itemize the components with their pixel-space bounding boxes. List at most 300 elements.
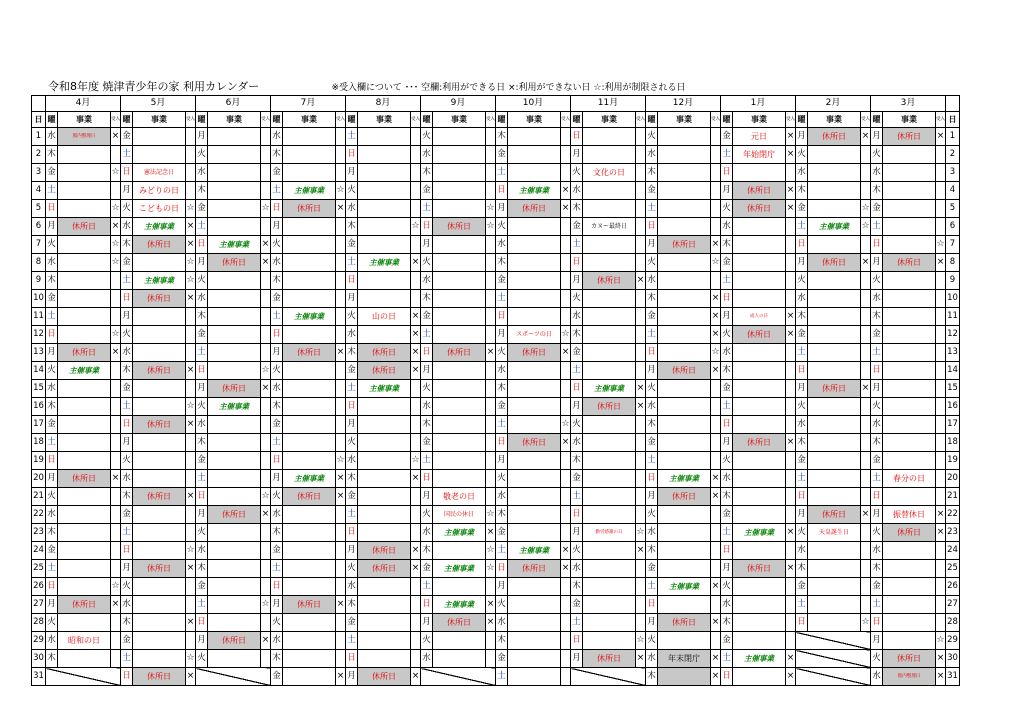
acceptance-cell bbox=[261, 128, 271, 146]
event-cell: 主催事業 bbox=[658, 578, 711, 596]
weekday-cell: 日 bbox=[496, 434, 508, 452]
weekday-cell: 日 bbox=[346, 398, 358, 416]
day-number: 13 bbox=[946, 344, 960, 362]
day-number: 23 bbox=[946, 524, 960, 542]
weekday-cell: 火 bbox=[571, 164, 583, 182]
acceptance-cell bbox=[561, 668, 571, 686]
weekday-cell: 火 bbox=[721, 326, 733, 344]
weekday-cell: 木 bbox=[271, 650, 283, 668]
acceptance-cell bbox=[936, 182, 946, 200]
event-cell bbox=[508, 128, 561, 146]
event-cell bbox=[583, 506, 636, 524]
month-header: 7月 bbox=[271, 96, 346, 112]
acceptance-cell: ☆ bbox=[336, 182, 346, 200]
weekday-cell: 水 bbox=[196, 542, 208, 560]
weekday-cell: 日 bbox=[271, 578, 283, 596]
event-cell bbox=[133, 578, 186, 596]
acceptance-cell: ☆ bbox=[186, 542, 196, 560]
event-cell bbox=[58, 236, 111, 254]
acceptance-cell bbox=[711, 146, 721, 164]
acceptance-cell bbox=[936, 542, 946, 560]
acceptance-cell bbox=[561, 488, 571, 506]
weekday-cell: 金 bbox=[496, 524, 508, 542]
weekday-cell: 木 bbox=[721, 614, 733, 632]
weekday-cell: 土 bbox=[496, 290, 508, 308]
acceptance-cell: × bbox=[636, 380, 646, 398]
acceptance-cell bbox=[336, 560, 346, 578]
acceptance-cell bbox=[936, 290, 946, 308]
acceptance-cell bbox=[936, 416, 946, 434]
event-cell bbox=[658, 632, 711, 650]
acceptance-cell bbox=[111, 146, 121, 164]
acceptance-column-heading: 受入 bbox=[711, 112, 721, 128]
weekday-cell: 土 bbox=[46, 560, 58, 578]
weekday-cell: 火 bbox=[421, 506, 433, 524]
acceptance-cell: ☆ bbox=[486, 218, 496, 236]
acceptance-cell: × bbox=[111, 128, 121, 146]
acceptance-cell bbox=[486, 362, 496, 380]
event-cell: 休所日 bbox=[133, 488, 186, 506]
weekday-cell: 土 bbox=[196, 596, 208, 614]
event-cell bbox=[58, 506, 111, 524]
acceptance-cell: ☆ bbox=[186, 650, 196, 668]
acceptance-cell: × bbox=[711, 236, 721, 254]
event-cell bbox=[433, 146, 486, 164]
day-row bbox=[32, 416, 960, 434]
day-row bbox=[32, 380, 960, 398]
day-number: 24 bbox=[946, 542, 960, 560]
acceptance-cell bbox=[561, 380, 571, 398]
acceptance-cell bbox=[186, 308, 196, 326]
weekday-cell: 水 bbox=[271, 128, 283, 146]
event-cell bbox=[133, 524, 186, 542]
day-number: 19 bbox=[32, 452, 46, 470]
weekday-cell: 日 bbox=[796, 488, 808, 506]
weekday-cell: 水 bbox=[646, 398, 658, 416]
acceptance-cell bbox=[186, 164, 196, 182]
acceptance-cell bbox=[711, 182, 721, 200]
day-row bbox=[32, 200, 960, 218]
weekday-cell: 月 bbox=[796, 254, 808, 272]
weekday-cell: 月 bbox=[121, 434, 133, 452]
event-cell bbox=[883, 182, 936, 200]
weekday-cell: 木 bbox=[46, 272, 58, 290]
acceptance-cell bbox=[411, 524, 421, 542]
acceptance-cell bbox=[411, 632, 421, 650]
acceptance-cell bbox=[336, 542, 346, 560]
event-cell bbox=[583, 416, 636, 434]
event-cell: 休所日 bbox=[133, 290, 186, 308]
acceptance-cell bbox=[561, 218, 571, 236]
acceptance-cell bbox=[636, 254, 646, 272]
weekday-cell: 金 bbox=[421, 560, 433, 578]
acceptance-cell bbox=[486, 236, 496, 254]
event-cell: 休所日 bbox=[808, 506, 861, 524]
event-cell bbox=[658, 452, 711, 470]
event-cell bbox=[883, 614, 936, 632]
event-cell bbox=[58, 290, 111, 308]
weekday-cell: 木 bbox=[721, 236, 733, 254]
event-cell bbox=[283, 398, 336, 416]
weekday-cell: 水 bbox=[121, 344, 133, 362]
weekday-cell: 金 bbox=[496, 650, 508, 668]
day-number: 16 bbox=[32, 398, 46, 416]
event-cell bbox=[58, 542, 111, 560]
acceptance-cell bbox=[786, 380, 796, 398]
acceptance-column-heading: 受入 bbox=[786, 112, 796, 128]
event-cell: 休所日 bbox=[283, 344, 336, 362]
weekday-cell: 木 bbox=[646, 668, 658, 686]
event-cell bbox=[733, 362, 786, 380]
weekday-cell: 土 bbox=[871, 470, 883, 488]
weekday-cell: 木 bbox=[121, 488, 133, 506]
acceptance-cell bbox=[636, 290, 646, 308]
event-cell: 主催事業 bbox=[208, 236, 261, 254]
event-cell bbox=[883, 290, 936, 308]
acceptance-cell bbox=[486, 416, 496, 434]
event-cell bbox=[58, 398, 111, 416]
weekday-cell: 木 bbox=[721, 488, 733, 506]
event-cell bbox=[583, 362, 636, 380]
event-cell: スポーツの日 bbox=[508, 326, 561, 344]
event-cell: 主催事業 bbox=[508, 182, 561, 200]
acceptance-cell bbox=[186, 470, 196, 488]
weekday-cell: 木 bbox=[646, 542, 658, 560]
weekday-cell: 金 bbox=[571, 596, 583, 614]
acceptance-cell: × bbox=[486, 344, 496, 362]
acceptance-cell: × bbox=[186, 416, 196, 434]
event-cell bbox=[58, 182, 111, 200]
event-cell bbox=[358, 650, 411, 668]
weekday-cell: 火 bbox=[421, 254, 433, 272]
event-cell bbox=[808, 182, 861, 200]
event-cell bbox=[58, 254, 111, 272]
acceptance-cell bbox=[861, 344, 871, 362]
event-cell bbox=[883, 452, 936, 470]
event-cell bbox=[133, 506, 186, 524]
event-cell bbox=[733, 506, 786, 524]
event-column-heading: 事業 bbox=[208, 112, 261, 128]
weekday-cell: 土 bbox=[571, 362, 583, 380]
event-cell: 元日 bbox=[733, 128, 786, 146]
acceptance-cell bbox=[786, 254, 796, 272]
event-cell: 休所日 bbox=[658, 362, 711, 380]
event-cell bbox=[733, 470, 786, 488]
weekday-cell: 日 bbox=[571, 254, 583, 272]
event-cell bbox=[883, 326, 936, 344]
weekday-cell: 月 bbox=[271, 344, 283, 362]
acceptance-cell: × bbox=[861, 254, 871, 272]
acceptance-cell: ☆ bbox=[111, 200, 121, 218]
weekday-cell: 火 bbox=[496, 218, 508, 236]
event-cell bbox=[433, 164, 486, 182]
month-header: 8月 bbox=[346, 96, 421, 112]
acceptance-cell bbox=[936, 362, 946, 380]
weekday-cell: 火 bbox=[496, 596, 508, 614]
acceptance-cell bbox=[486, 146, 496, 164]
acceptance-cell bbox=[111, 452, 121, 470]
event-cell bbox=[808, 146, 861, 164]
weekday-cell: 木 bbox=[796, 560, 808, 578]
acceptance-cell: ☆ bbox=[561, 416, 571, 434]
day-number: 12 bbox=[32, 326, 46, 344]
day-row bbox=[32, 668, 960, 686]
weekday-column-heading: 曜 bbox=[421, 112, 433, 128]
weekday-cell: 月 bbox=[721, 308, 733, 326]
acceptance-cell bbox=[261, 650, 271, 668]
day-row bbox=[32, 596, 960, 614]
acceptance-cell bbox=[636, 614, 646, 632]
weekday-cell: 木 bbox=[721, 362, 733, 380]
weekday-cell: 水 bbox=[796, 416, 808, 434]
weekday-cell: 土 bbox=[496, 542, 508, 560]
event-cell: 主催事業 bbox=[283, 470, 336, 488]
acceptance-cell: ☆ bbox=[411, 452, 421, 470]
month-header: 6月 bbox=[196, 96, 271, 112]
acceptance-cell bbox=[186, 434, 196, 452]
weekday-cell: 火 bbox=[496, 344, 508, 362]
acceptance-cell bbox=[411, 506, 421, 524]
weekday-cell: 土 bbox=[121, 650, 133, 668]
weekday-cell: 金 bbox=[496, 146, 508, 164]
event-cell: 昭和の日 bbox=[58, 632, 111, 650]
weekday-cell: 木 bbox=[346, 344, 358, 362]
weekday-cell: 金 bbox=[271, 668, 283, 686]
weekday-cell: 金 bbox=[271, 416, 283, 434]
day-row bbox=[32, 578, 960, 596]
day-number: 5 bbox=[32, 200, 46, 218]
event-cell bbox=[733, 380, 786, 398]
weekday-cell: 月 bbox=[121, 308, 133, 326]
weekday-cell: 土 bbox=[196, 218, 208, 236]
weekday-cell: 水 bbox=[646, 524, 658, 542]
event-cell bbox=[583, 236, 636, 254]
weekday-cell: 月 bbox=[721, 182, 733, 200]
weekday-cell: 木 bbox=[571, 200, 583, 218]
acceptance-cell: × bbox=[486, 524, 496, 542]
acceptance-cell bbox=[336, 614, 346, 632]
event-column-heading: 事業 bbox=[358, 112, 411, 128]
event-cell bbox=[508, 218, 561, 236]
day-number: 12 bbox=[946, 326, 960, 344]
acceptance-cell: ☆ bbox=[636, 632, 646, 650]
acceptance-cell: × bbox=[711, 614, 721, 632]
weekday-cell: 火 bbox=[796, 272, 808, 290]
weekday-cell: 日 bbox=[196, 488, 208, 506]
acceptance-cell bbox=[486, 272, 496, 290]
day-number: 14 bbox=[32, 362, 46, 380]
event-cell bbox=[658, 218, 711, 236]
event-cell bbox=[433, 308, 486, 326]
acceptance-cell bbox=[936, 344, 946, 362]
weekday-cell: 金 bbox=[196, 578, 208, 596]
unused-day-cell bbox=[421, 668, 496, 686]
acceptance-cell bbox=[561, 254, 571, 272]
acceptance-cell bbox=[336, 632, 346, 650]
event-cell: 休所日 bbox=[508, 200, 561, 218]
day-row bbox=[32, 452, 960, 470]
weekday-cell: 金 bbox=[721, 128, 733, 146]
event-cell bbox=[583, 200, 636, 218]
weekday-cell: 水 bbox=[496, 236, 508, 254]
weekday-cell: 火 bbox=[871, 398, 883, 416]
event-cell bbox=[433, 362, 486, 380]
acceptance-cell bbox=[636, 416, 646, 434]
event-cell bbox=[733, 398, 786, 416]
weekday-cell: 日 bbox=[346, 272, 358, 290]
acceptance-cell bbox=[861, 488, 871, 506]
event-cell bbox=[808, 236, 861, 254]
event-cell bbox=[658, 146, 711, 164]
weekday-cell: 水 bbox=[46, 380, 58, 398]
weekday-cell: 木 bbox=[196, 308, 208, 326]
event-cell bbox=[583, 488, 636, 506]
day-number: 8 bbox=[32, 254, 46, 272]
event-cell bbox=[508, 632, 561, 650]
event-column-heading: 事業 bbox=[133, 112, 186, 128]
acceptance-cell bbox=[336, 650, 346, 668]
weekday-cell: 土 bbox=[271, 434, 283, 452]
acceptance-cell bbox=[561, 470, 571, 488]
weekday-cell: 日 bbox=[646, 218, 658, 236]
acceptance-cell: × bbox=[561, 200, 571, 218]
acceptance-cell bbox=[336, 254, 346, 272]
event-cell: 休所日 bbox=[208, 380, 261, 398]
acceptance-cell bbox=[261, 434, 271, 452]
weekday-cell: 木 bbox=[871, 182, 883, 200]
acceptance-cell bbox=[786, 218, 796, 236]
weekday-cell: 月 bbox=[571, 272, 583, 290]
acceptance-column-heading: 受入 bbox=[561, 112, 571, 128]
weekday-cell: 火 bbox=[871, 650, 883, 668]
acceptance-cell bbox=[786, 416, 796, 434]
event-cell bbox=[433, 542, 486, 560]
event-cell bbox=[883, 146, 936, 164]
acceptance-cell bbox=[411, 164, 421, 182]
acceptance-cell bbox=[786, 164, 796, 182]
event-cell bbox=[433, 434, 486, 452]
weekday-cell: 金 bbox=[196, 452, 208, 470]
acceptance-cell: × bbox=[336, 488, 346, 506]
acceptance-cell bbox=[936, 146, 946, 164]
acceptance-cell: × bbox=[936, 650, 946, 668]
weekday-cell: 月 bbox=[796, 506, 808, 524]
day-number: 4 bbox=[32, 182, 46, 200]
event-cell bbox=[133, 434, 186, 452]
acceptance-cell bbox=[111, 542, 121, 560]
event-cell bbox=[808, 362, 861, 380]
acceptance-cell: ☆ bbox=[411, 218, 421, 236]
event-cell bbox=[733, 272, 786, 290]
weekday-cell: 火 bbox=[871, 524, 883, 542]
acceptance-cell: × bbox=[786, 524, 796, 542]
usage-calendar-table bbox=[31, 95, 960, 686]
event-cell: 休所日 bbox=[58, 470, 111, 488]
event-cell bbox=[808, 398, 861, 416]
weekday-cell: 土 bbox=[121, 524, 133, 542]
weekday-cell: 土 bbox=[646, 326, 658, 344]
weekday-cell: 金 bbox=[271, 542, 283, 560]
weekday-cell: 土 bbox=[796, 344, 808, 362]
acceptance-cell: × bbox=[261, 254, 271, 272]
acceptance-cell bbox=[111, 416, 121, 434]
weekday-cell: 月 bbox=[646, 236, 658, 254]
acceptance-cell bbox=[861, 272, 871, 290]
weekday-cell: 月 bbox=[571, 398, 583, 416]
acceptance-column-heading: 受入 bbox=[411, 112, 421, 128]
day-number: 26 bbox=[946, 578, 960, 596]
day-number: 17 bbox=[946, 416, 960, 434]
acceptance-cell bbox=[786, 452, 796, 470]
acceptance-cell bbox=[186, 344, 196, 362]
acceptance-cell bbox=[561, 632, 571, 650]
acceptance-cell: ☆ bbox=[486, 200, 496, 218]
weekday-cell: 木 bbox=[496, 128, 508, 146]
acceptance-cell: × bbox=[111, 218, 121, 236]
day-row bbox=[32, 524, 960, 542]
event-cell bbox=[283, 290, 336, 308]
weekday-cell: 水 bbox=[721, 596, 733, 614]
event-cell bbox=[583, 470, 636, 488]
acceptance-cell bbox=[186, 578, 196, 596]
weekday-cell: 月 bbox=[271, 470, 283, 488]
acceptance-cell: × bbox=[486, 596, 496, 614]
day-number: 7 bbox=[32, 236, 46, 254]
acceptance-cell bbox=[111, 182, 121, 200]
event-cell bbox=[133, 380, 186, 398]
weekday-cell: 日 bbox=[346, 650, 358, 668]
weekday-cell: 金 bbox=[121, 632, 133, 650]
event-cell bbox=[883, 398, 936, 416]
acceptance-cell bbox=[336, 164, 346, 182]
day-number: 17 bbox=[32, 416, 46, 434]
weekday-cell: 火 bbox=[421, 380, 433, 398]
day-number: 31 bbox=[32, 668, 46, 686]
acceptance-cell bbox=[411, 128, 421, 146]
weekday-cell: 土 bbox=[571, 236, 583, 254]
event-cell: 休所日 bbox=[733, 560, 786, 578]
weekday-cell: 水 bbox=[421, 272, 433, 290]
weekday-cell: 火 bbox=[196, 524, 208, 542]
acceptance-cell bbox=[636, 488, 646, 506]
acceptance-cell bbox=[336, 362, 346, 380]
weekday-column-heading: 曜 bbox=[496, 112, 508, 128]
day-number: 15 bbox=[946, 380, 960, 398]
acceptance-cell: × bbox=[561, 434, 571, 452]
event-cell: 主催事業 bbox=[808, 218, 861, 236]
acceptance-cell bbox=[711, 632, 721, 650]
weekday-cell: 水 bbox=[496, 614, 508, 632]
event-cell bbox=[583, 146, 636, 164]
weekday-cell: 火 bbox=[871, 272, 883, 290]
event-cell bbox=[208, 560, 261, 578]
weekday-cell: 金 bbox=[496, 398, 508, 416]
acceptance-cell bbox=[936, 434, 946, 452]
event-cell bbox=[283, 164, 336, 182]
weekday-cell: 日 bbox=[196, 236, 208, 254]
event-cell bbox=[883, 434, 936, 452]
event-cell bbox=[283, 632, 336, 650]
event-cell bbox=[358, 218, 411, 236]
weekday-column-heading: 曜 bbox=[196, 112, 208, 128]
event-cell bbox=[808, 200, 861, 218]
acceptance-cell bbox=[786, 470, 796, 488]
weekday-cell: 金 bbox=[796, 200, 808, 218]
acceptance-cell bbox=[561, 578, 571, 596]
weekday-cell: 木 bbox=[571, 578, 583, 596]
weekday-cell: 月 bbox=[721, 560, 733, 578]
acceptance-column-heading: 受入 bbox=[636, 112, 646, 128]
